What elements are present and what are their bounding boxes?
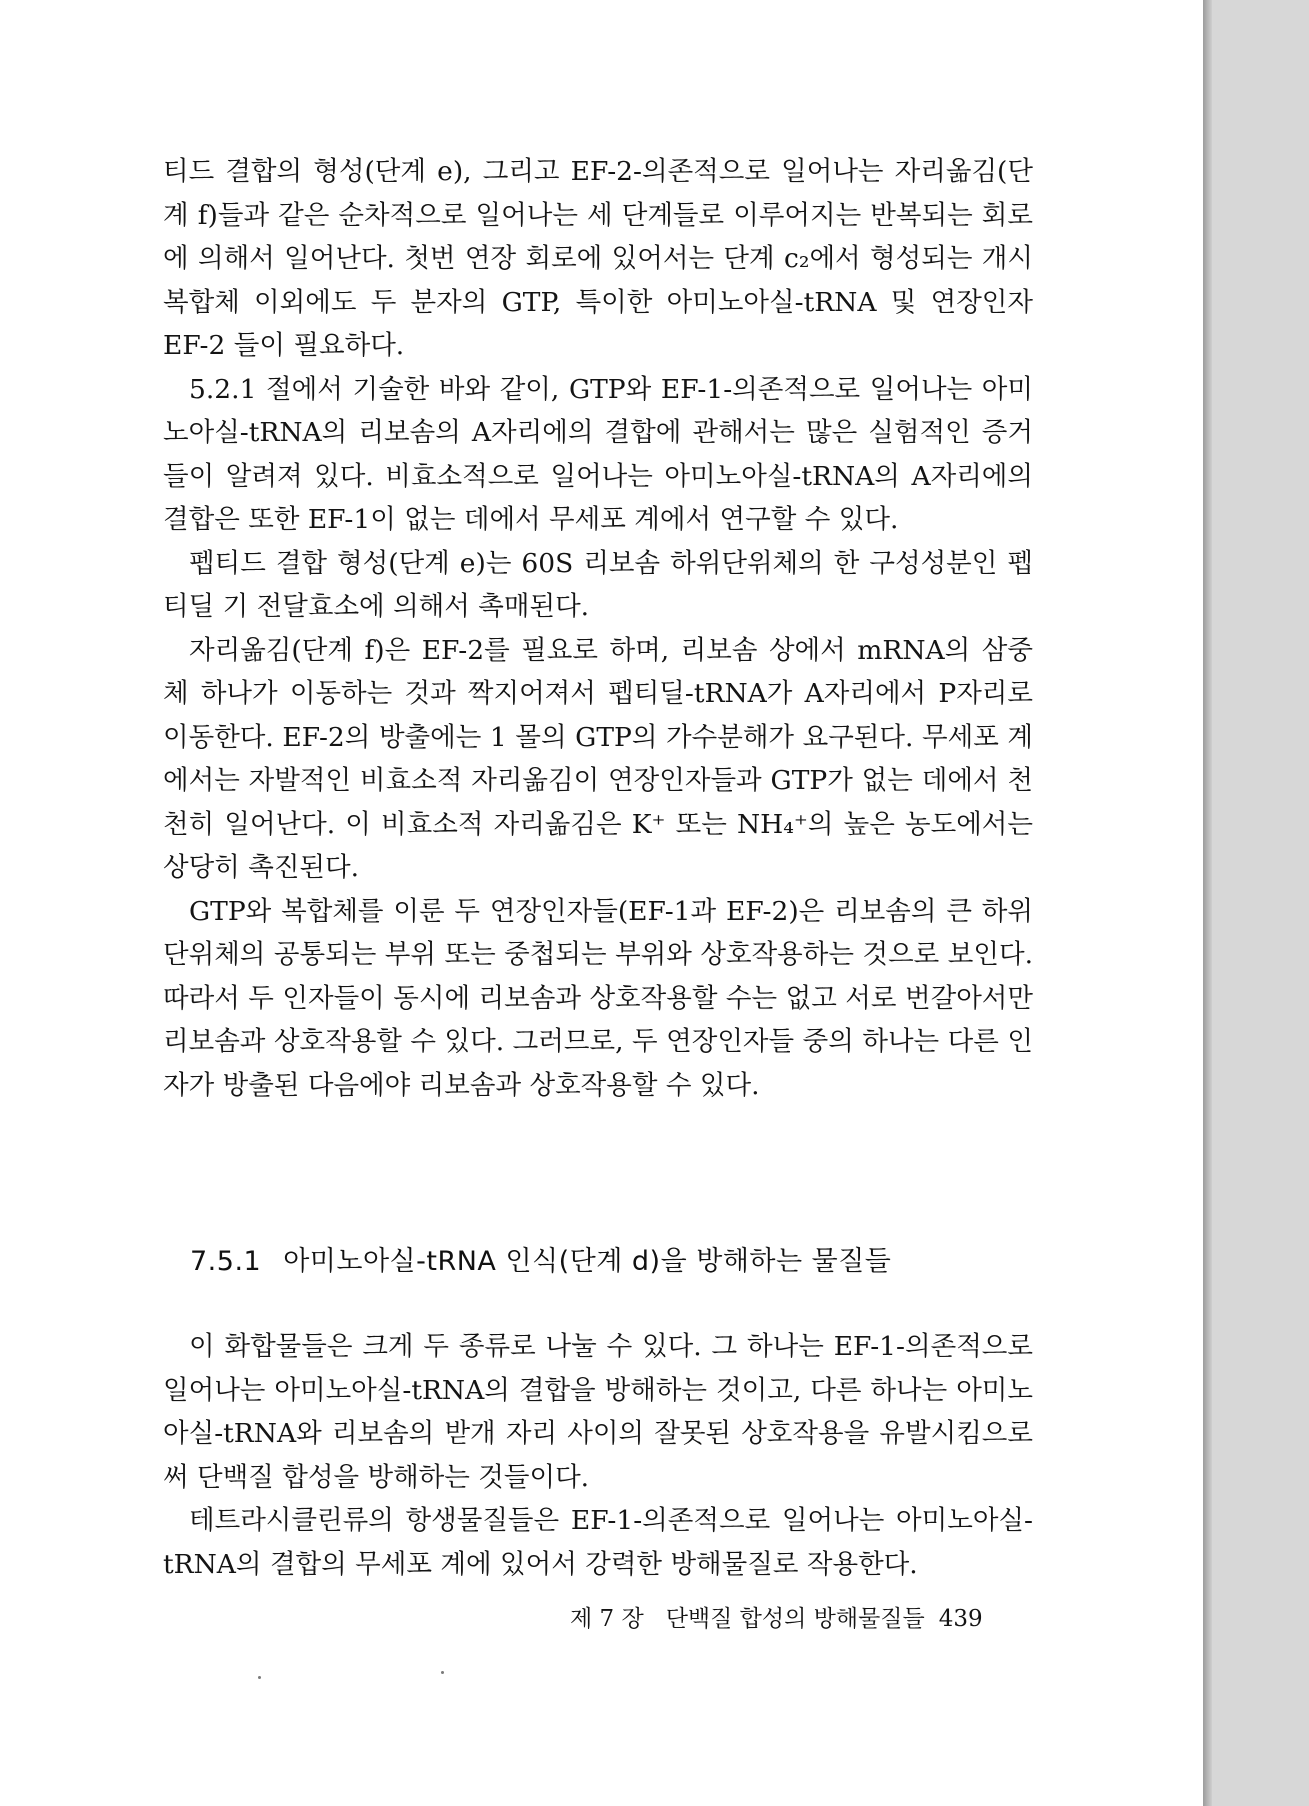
- footer-chapter: 제 7 장: [570, 1606, 644, 1632]
- body-text-top: [163, 150, 1033, 1107]
- paragraph: 5.2.1 절에서 기술한 바와 같이, GTP와 EF-1-의존적으로 일어나는 아미노아실-tRNA의 리보솜의 A자리에의 결합에 관해서는 많은 실험적인 증거들이 알려져 있다. 비효소적으로 일어나는 아미노아실-tRNA의 A자리에의 결합은 또한 EF-1이 없는 데에서 무세포 계에서 연구할 수 있다.: [163, 373, 1033, 535]
- scan-speck: [441, 1671, 444, 1674]
- page-edge-shadow: [1203, 0, 1212, 1806]
- section-heading: [190, 1240, 1050, 1284]
- section-title: 아미노아실-tRNA 인식(단계 d)을 방해하는 물질들: [283, 1246, 892, 1277]
- scan-speck: [258, 1676, 261, 1679]
- section-number: 7.5.1: [190, 1246, 262, 1277]
- paragraph: GTP와 복합체를 이룬 두 연장인자들(EF-1과 EF-2)은 리보솜의 큰 하위단위체의 공통되는 부위 또는 중첩되는 부위와 상호작용하는 것으로 보인다. 따라서 두 인자들이 동시에 리보솜과 상호작용할 수는 없고 서로 번갈아서만 리보솜과 상호작용할 수 있다. 그러므로, 두 연장인자들 중의 하나는 다른 인자가 방출된 다음에야 리보솜과 상호작용할 수 있다.: [163, 895, 1033, 1101]
- body-text-bottom: [163, 1325, 1033, 1586]
- paragraph: 펩티드 결합 형성(단계 e)는 60S 리보솜 하위단위체의 한 구성성분인 펩티딜 기 전달효소에 의해서 촉매된다.: [163, 547, 1033, 622]
- paragraph: 자리옮김(단계 f)은 EF-2를 필요로 하며, 리보솜 상에서 mRNA의 삼중체 하나가 이동하는 것과 짝지어져서 펩티딜-tRNA가 A자리에서 P자리로 이동한다. EF-2의 방출에는 1 몰의 GTP의 가수분해가 요구된다. 무세포 계에서는 자발적인 비효소적 자리옮김이 연장인자들과 GTP가 없는 데에서 천천히 일어난다. 이 비효소적 자리옮김은 K⁺ 또는 NH₄⁺의 높은 농도에서는 상당히 촉진된다.: [163, 634, 1033, 883]
- paragraph: 테트라시클린류의 항생물질들은 EF-1-의존적으로 일어나는 아미노아실-tRNA의 결합의 무세포 계에 있어서 강력한 방해물질로 작용한다.: [163, 1505, 1033, 1580]
- page-number: 439: [938, 1606, 983, 1632]
- running-footer: [570, 1602, 1010, 1636]
- paragraph: 티드 결합의 형성(단계 e), 그리고 EF-2-의존적으로 일어나는 자리옮김(단계 f)들과 같은 순차적으로 일어나는 세 단계들로 이루어지는 반복되는 회로에 의해서 일어난다. 첫번 연장 회로에 있어서는 단계 c₂에서 형성되는 개시 복합체 이외에도 두 분자의 GTP, 특이한 아미노아실-tRNA 및 연장인자 EF-2 들이 필요하다.: [163, 156, 1033, 361]
- footer-title: 단백질 합성의 방해물질들: [665, 1606, 925, 1632]
- paragraph: 이 화합물들은 크게 두 종류로 나눌 수 있다. 그 하나는 EF-1-의존적으로 일어나는 아미노아실-tRNA의 결합을 방해하는 것이고, 다른 하나는 아미노아실-tRNA와 리보솜의 받개 자리 사이의 잘못된 상호작용을 유발시킴으로써 단백질 합성을 방해하는 것들이다.: [163, 1331, 1033, 1493]
